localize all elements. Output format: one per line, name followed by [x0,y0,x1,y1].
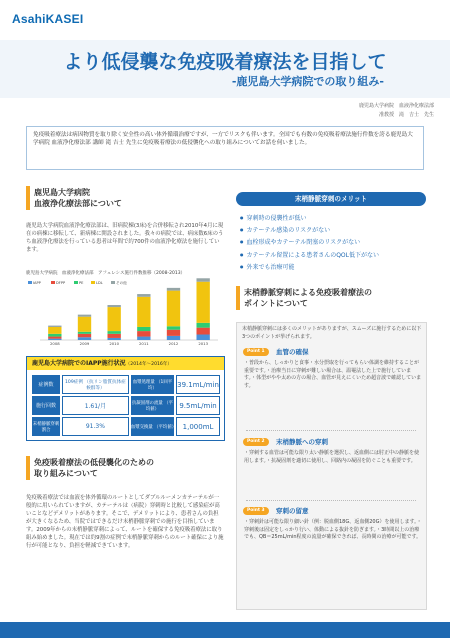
x-tick-label: 2010 [109,341,120,346]
point-1-body: ・普段から、しっかりと食事・水分摂取を行ってもらい体調を維持することが重要です。・治療当日に穿刺が難しい場合は、温罨法した上で施行しています。・体型がやや太めの方の場合、血管が見えにくいため超音波で確認しています。 [244,360,422,389]
chart-bar [196,335,209,340]
iapp-title [27,357,224,370]
legend-label: LDL [96,281,103,285]
legend-label: DFPP [56,281,66,285]
table-cell: 1,000mL [176,417,220,436]
table-cell: 血漿交換量 （平均値） [131,417,174,436]
table-row [32,396,220,415]
intro-text: 免疫吸着療法は病因物質を取り除く安全性の高い体外循環治療ですが、一方でリスクも伴います。全国でも有数の免疫吸着療法施行件数を誇る鹿児島大学病院 血液浄化療法部 講師 滝 吉士 先生に免疫吸着療法の低侵襲化への取り組みについてお話を伺いました。 [33,132,413,146]
table-cell: 91.3% [62,417,129,436]
chart-bar [48,327,61,334]
table-cell: 末梢静脈穿刺割合 [32,417,60,436]
chart-bar [107,338,120,340]
point-3-body: ・穿刺針は可能な限り細い針（例：脱血側18G、返血側20G）を使用します。・穿刺後は固定をしっかり行い、体動による抜針を防ぎます。・3時間以上の治療でも、QB＝25mL/min程度の流量が確保できれば、長時間の治療が可能です。 [244,519,422,541]
lowinv-heading-2: 取り組みについて [34,469,98,478]
iapp-period: （2014年〜2016年） [125,362,173,367]
byline-author: 准教授 滝 吉士 先生 [378,112,434,118]
table-row [32,417,220,436]
point-2-body: ・穿刺する血管は可能な限り太い静脈を選択し、返血側には肘正中の静脈を使用します。・抗凝固剤を適切に使用し、回路内の凝固を防ぐことも重要です。 [244,450,420,464]
chart-bar [48,326,61,327]
chart-bar [196,328,209,335]
table-cell: 抗凝固剤の流量 （平均値） [131,396,174,415]
table-cell: 1.61/月 [62,396,129,415]
legend-label: PE [79,281,84,285]
chart-bar [107,307,120,331]
dept-heading-1: 鹿児島大学病院 [34,188,90,197]
table-cell: 39.1mL/min [176,375,220,394]
chart-bar [48,334,61,337]
dept-body: 鹿児島大学病院血液浄化療法部は、旧病院棟(3床)を合併移転され2010年4月に現在の病棟に移転して、新病棟に開設されました。我々の病院では、病床数6床のうち血液浄化療法を行っている患者は年間で約700件の血液浄化療法を施行しています。 [26,223,224,253]
table-cell: 109症例 （抗リン脂質抗体症候群等） [62,375,129,394]
dept-heading-2: 血液浄化療法部について [34,199,122,208]
chart-bar [137,297,150,327]
page-subtitle: -鹿児島大学病院での取り組み- [231,75,384,88]
x-tick-label: 2009 [79,341,90,346]
legend-swatch [91,281,95,284]
points-heading-1: 末梢静脈穿刺による免疫吸着療法の [244,288,372,297]
section-accent-bar [236,286,240,310]
chart-bar [78,317,91,332]
chart-bar [167,326,180,329]
table-cell: 9.5mL/min [176,396,220,415]
iapp-table [30,373,222,438]
chart-bar [48,337,61,339]
chart-bar [48,339,61,340]
x-tick-label: 2012 [168,341,179,346]
point-2-badge: Point 2 [243,438,269,446]
merits-title: 末梢静脈穿刺のメリット [236,192,426,206]
divider [246,500,416,501]
table-cell: 血漿処理量 （1回平均） [131,375,174,394]
chart-bar [196,278,209,281]
x-tick-label: 2013 [198,341,209,346]
lowinv-heading-1: 免疫吸着療法の低侵襲化のための [34,458,154,467]
chart-bar [107,305,120,307]
list-item: ● カテーテル留置による患者さんのQOL低下がない [240,249,379,261]
chart-title: 鹿児島大学病院 血液浄化療法部 アフェレシス施行件数推移（2008-2013） [26,271,186,276]
legend-swatch [111,281,115,284]
iapp-title-text: 鹿児島大学病院でのIAPP施行状況 [32,360,126,367]
chart-bar [78,334,91,337]
chart-bar [196,323,209,328]
top-bar [0,0,450,40]
chart-bar [137,327,150,331]
legend-label: その他 [116,281,127,285]
byline-dept: 鹿児島大学病院 血液浄化療法部 [358,103,434,109]
point-2-title: 末梢静脈への穿刺 [276,438,328,446]
table-cell: 症例数 [32,375,60,394]
point-3-title: 穿刺の留意 [276,507,309,515]
legend-label: IAPP [33,281,41,285]
apheresis-chart [26,278,224,348]
asahikasei-logo: AsahiKASEI [12,12,84,26]
list-item: ● 血栓形成やカテーテル閉塞のリスクがない [240,236,379,248]
chart-bar [167,288,180,291]
chart-bar [107,334,120,338]
footer-bar [0,622,450,638]
point-1-title: 血管の確保 [276,348,309,356]
chart-bar [78,315,91,317]
iapp-box [26,356,225,441]
chart-bar [167,330,180,336]
chart-bar [137,337,150,340]
chart-bar [196,282,209,323]
legend-swatch [74,281,78,284]
lowinv-body: 免疫吸着療法では血液を体外循環のルートとしてダブルルーメンカテーテルが一般的に用いられていますが、カテーテルは（病院）穿刺時と比較して感染症が高いことなどデメリットがあります。そこで、デメリットにより、患者さんの負担が大きくなるため、当院ではできるだけ末梢静脈穿刺での施行を目指しています。2009年からの末梢静脈穿刺によって、ルートを確保する免疫吸着療法に取り組み始めました。現在では約9割の症例で末梢静脈穿刺からのルート確保により施行が可能となり、負担を軽減できています。 [26,495,224,549]
chart-bar [167,336,180,340]
points-heading-2: ポイントについて [244,299,308,308]
list-item: ● カテーテル感染のリスクがない [240,224,379,236]
points-lead: 末梢静脈穿刺には多くのメリットがありますが、スムーズに施行するために以下3つのポイントが挙げられます。 [242,326,422,340]
table-row [32,375,220,394]
chart-bar [107,331,120,334]
chart-bar [78,337,91,340]
legend-swatch [28,281,32,284]
chart-bar [78,332,91,334]
x-tick-label: 2011 [138,341,149,346]
list-item: ● 穿刺時の侵襲性が低い [240,212,379,224]
page-title: より低侵襲な免疫吸着療法を目指して [63,51,387,73]
section-accent-bar [26,186,30,210]
x-tick-label: 2008 [49,341,60,346]
chart-bar [167,291,180,327]
point-3-badge: Point 3 [243,507,269,515]
chart-bar [137,294,150,297]
intro-box [26,126,424,170]
point-1-badge: Point 1 [243,348,269,356]
chart-bar [137,331,150,336]
table-cell: 施行回数 [32,396,60,415]
merits-list [240,212,379,273]
divider [246,430,416,431]
list-item: ● 外来でも治療可能 [240,261,379,273]
section-accent-bar [26,456,30,480]
legend-swatch [51,281,55,284]
